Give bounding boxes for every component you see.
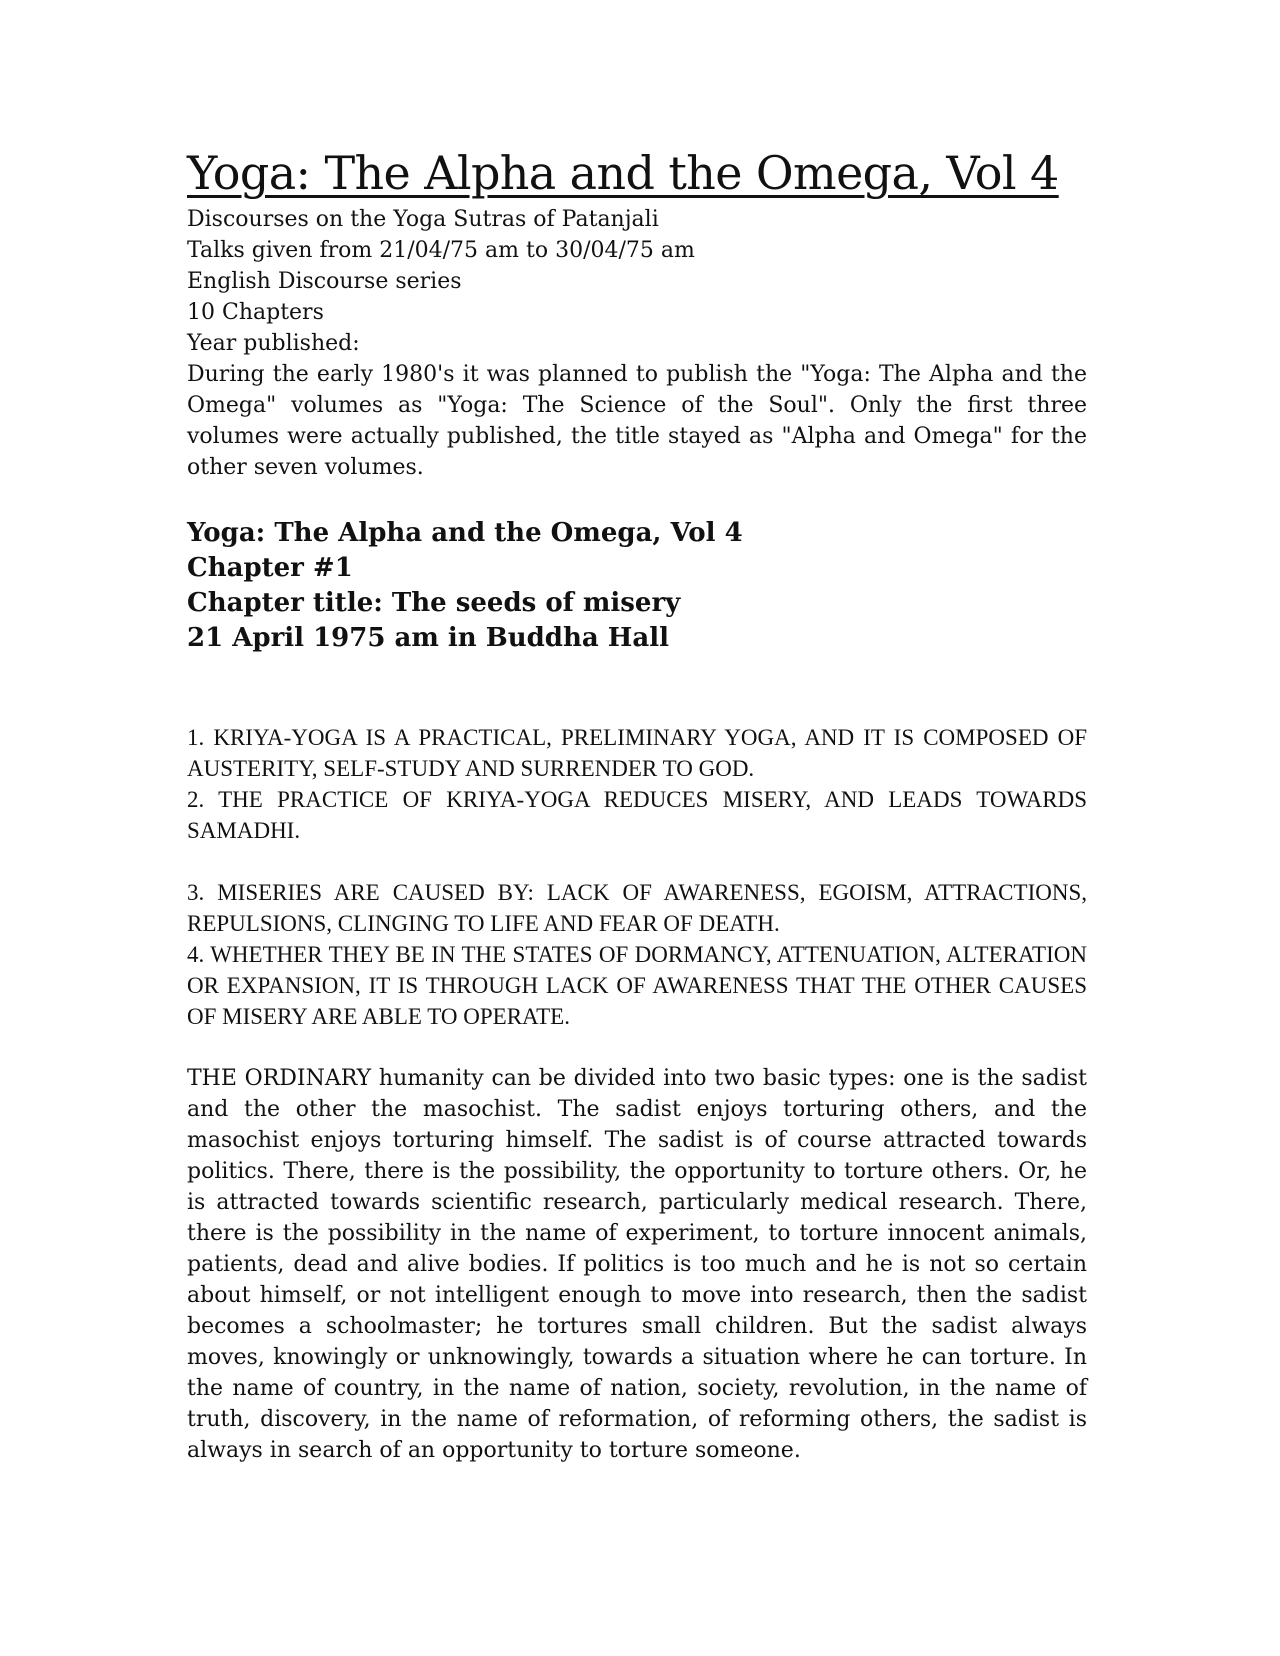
- meta-chapters: 10 Chapters: [187, 300, 324, 325]
- sutra-2: 2. THE PRACTICE OF KRIYA-YOGA REDUCES MISERY, AND LEADS TOWARDS SAMADHI.: [187, 787, 1087, 843]
- document-title: Yoga: The Alpha and the Omega, Vol 4: [187, 146, 1059, 200]
- document-meta: [187, 204, 1087, 359]
- meta-series: English Discourse series: [187, 269, 462, 294]
- meta-year-published: Year published:: [187, 331, 360, 356]
- chapter-date-place: 21 April 1975 am in Buddha Hall: [187, 623, 669, 653]
- chapter-header: [187, 516, 1087, 656]
- meta-dates: Talks given from 21/04/75 am to 30/04/75 am: [187, 238, 695, 263]
- sutra-spacer: [187, 846, 1087, 877]
- sutra-4: 4. WHETHER THEY BE IN THE STATES OF DORMANCY, ATTENUATION, ALTERATION OR EXPANSION, IT IS THROUGH LACK OF AWARENESS THAT THE OTHER CAUSES OF MISERY ARE ABLE TO OPERATE.: [187, 942, 1087, 1029]
- body-paragraph: THE ORDINARY humanity can be divided into two basic types: one is the sadist and the other the masochist. The sadist enjoys torturing others, and the masochist enjoys torturing himself. The sadist is of course attracted towards politics. There, there is the possibility, the opportunity to torture others. Or, he is attracted towards scientific research, particularly medical research. There, there is the possibility in the name of experiment, to torture innocent animals, patients, dead and alive bodies. If politics is too much and he is not so certain about himself, or not intelligent enough to move into research, then the sadist becomes a schoolmaster; he tortures small children. But the sadist always moves, knowingly or unknowingly, towards a situation where he can torture. In the name of country, in the name of nation, society, revolution, in the name of truth, discovery, in the name of reformation, of reforming others, the sadist is always in search of an opportunity to torture someone.: [187, 1066, 1087, 1463]
- meta-subtitle: Discourses on the Yoga Sutras of Patanjali: [187, 207, 659, 232]
- intro-paragraph: During the early 1980's it was planned to publish the "Yoga: The Alpha and the Omega" volumes as "Yoga: The Science of the Soul". Only the first three volumes were actually published, the title stayed as "Alpha and Omega" for the other seven volumes.: [187, 362, 1087, 480]
- sutra-3: 3. MISERIES ARE CAUSED BY: LACK OF AWARENESS, EGOISM, ATTRACTIONS, REPULSIONS, CLINGING TO LIFE AND FEAR OF DEATH.: [187, 880, 1087, 936]
- chapter-title: Chapter title: The seeds of misery: [187, 588, 681, 618]
- document-page: [187, 142, 1087, 1466]
- chapter-book-title: Yoga: The Alpha and the Omega, Vol 4: [187, 518, 743, 548]
- chapter-number: Chapter #1: [187, 553, 353, 583]
- sutras-section: [187, 722, 1087, 1032]
- sutra-1: 1. KRIYA-YOGA IS A PRACTICAL, PRELIMINARY YOGA, AND IT IS COMPOSED OF AUSTERITY, SELF-STUDY AND SURRENDER TO GOD.: [187, 725, 1087, 781]
